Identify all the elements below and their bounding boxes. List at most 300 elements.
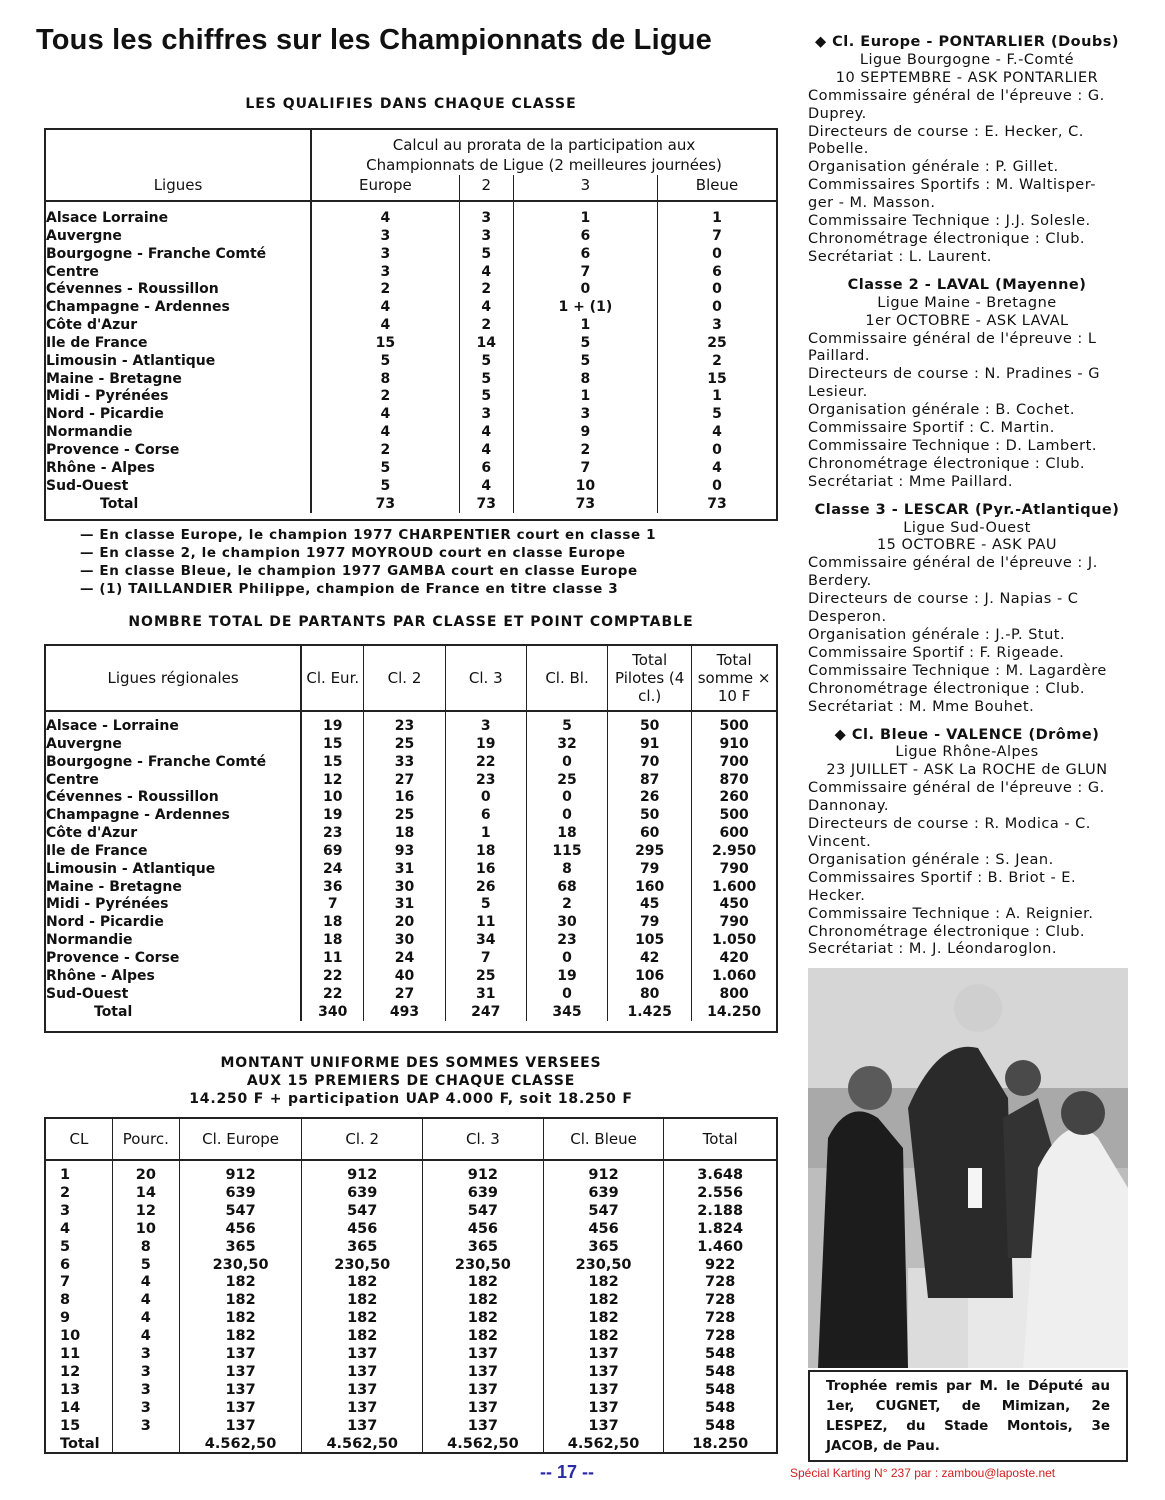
note-line: — En classe 2, le champion 1977 MOYROUD court en classe Europe [80,545,626,561]
cell-value: 0 [712,477,722,494]
event-line: Paillard. [808,348,870,365]
event-line: Commissaire général de l'épreuve : L [808,330,1097,347]
event-line: Commissaire général de l'épreuve : G. [808,87,1105,104]
event-line: Lesieur. [808,384,868,401]
ligue-name: Bourgogne - Franche Comté [46,754,301,772]
table-row [46,1203,776,1221]
cell-value: 137 [179,1382,302,1400]
cell-value: 182 [543,1328,664,1346]
table-row [46,1436,776,1454]
cell-value: 600 [719,825,749,842]
cell-value: 8 [112,1239,179,1257]
event-ligue: Ligue Bourgogne - F.-Comté [859,51,1075,68]
cell-value: 24 [301,861,364,879]
cell-value: 25 [364,807,445,825]
partants-col-header: Total somme × 10 F [692,646,776,711]
event-line: Secrétariat : Mme Paillard. [808,473,1014,490]
table-row [46,1310,776,1328]
ligue-name: Provence - Corse [46,950,301,968]
cell-value: 19 [445,736,526,754]
cell-value: 11 [301,950,364,968]
cell-value: 10 [513,478,657,496]
cell-value: 25 [526,772,607,790]
cell-value: 493 [364,1004,445,1022]
cell-value: 60 [608,825,692,843]
cell-value: Total [46,1436,112,1454]
source-credit: Spécial Karting N° 237 par : zambou@laposte.net [790,1466,1056,1480]
event-line: Duprey. [808,105,867,122]
cell-value: 137 [302,1364,423,1382]
cell-value: 137 [179,1364,302,1382]
partants-col-header: Cl. 2 [364,646,445,711]
cell-value: 23 [445,772,526,790]
cell-value: 19 [301,711,364,736]
cell-value: 3 [459,406,513,424]
cell-value: 8 [513,371,657,389]
cell-value: 3 [112,1346,179,1364]
cell-value: 728 [705,1328,736,1345]
cell-value: 456 [179,1221,302,1239]
table-row [46,1185,776,1203]
cell-value: 0 [526,986,607,1004]
cell-value: 230,50 [302,1257,423,1275]
trophy-photo [808,968,1128,1368]
cell-value: 24 [364,950,445,968]
cell-value: 23 [364,711,445,736]
ligue-name: Sud-Ouest [46,478,311,496]
calc-line-1: Calcul au prorata de la participation aux [392,136,696,154]
cell-value: 728 [705,1292,736,1309]
ligue-name: Sud-Ouest [46,986,301,1004]
cell-value: 912 [302,1160,423,1185]
table-row [46,914,776,932]
cell-value: 6 [513,246,657,264]
cell-value: 12 [112,1203,179,1221]
notes [80,526,780,598]
cell-value: 2.950 [711,842,757,859]
cell-value: 182 [543,1310,664,1328]
cell-value: 3 [112,1382,179,1400]
cell-value: 0 [712,281,722,298]
cell-value: 5 [311,353,459,371]
photo-caption-text: Trophée remis par M. le Député au 1er, CUGNET, de Mimizan, 2e LESPEZ, du Stade Montois, 3e JACOB, de Pau. [808,1370,1128,1462]
ligue-name: Rhône - Alpes [46,968,301,986]
cell-value: 4 [112,1292,179,1310]
event-line: Directeurs de course : J. Napias - C [808,591,1079,608]
cell-value: 2 [46,1185,112,1203]
cell-value: 137 [423,1382,544,1400]
event-line: Organisation générale : P. Gillet. [808,159,1059,176]
cell-value: 137 [543,1364,664,1382]
ligue-name: Normandie [46,424,311,442]
table-row [46,1400,776,1418]
sommes-col-header: Cl. Europe [179,1119,302,1160]
table-row [46,478,776,496]
cell-value: 3 [712,317,722,334]
partants-col-header: Cl. Bl. [526,646,607,711]
table-row [46,1292,776,1310]
cell-value: 3 [112,1418,179,1436]
table-row [46,754,776,772]
cell-value: 365 [179,1239,302,1257]
cell-value: 2 [712,352,722,369]
cell-value: 7 [46,1274,112,1292]
ligue-name: Midi - Pyrénées [46,388,311,406]
sommes-col-header: Pourc. [112,1119,179,1160]
event-heading: Classe 3 - LESCAR (Pyr.-Atlantique) [814,501,1120,518]
partants-col-header: Total Pilotes (4 cl.) [608,646,692,711]
cell-value: 4 [459,299,513,317]
event-heading: Classe 2 - LAVAL (Mayenne) [847,276,1087,293]
cell-value: 70 [608,754,692,772]
cell-value: 4.562,50 [302,1436,423,1454]
event-line: Secrétariat : M. Mme Bouhet. [808,698,1035,715]
cell-value: 7 [513,264,657,282]
cell-value: 182 [423,1328,544,1346]
cell-value: 13 [46,1382,112,1400]
cell-value: 230,50 [423,1257,544,1275]
event-date: 23 JUILLET - ASK La ROCHE de GLUN [826,762,1108,779]
table-row [46,353,776,371]
event-block [806,727,1128,960]
cell-value: 50 [608,807,692,825]
cell-value: 19 [526,968,607,986]
cell-value: 1 + (1) [513,299,657,317]
ligue-name: Rhône - Alpes [46,460,311,478]
cell-value: 2 [311,281,459,299]
cell-value: 182 [179,1328,302,1346]
cell-value: 9 [513,424,657,442]
ligue-name: Total [46,496,311,514]
cell-value: 19 [301,807,364,825]
cell-value: 137 [179,1346,302,1364]
cell-value: 7 [513,460,657,478]
event-line: Desperon. [808,609,887,626]
cell-value: 0 [513,281,657,299]
note-line: — En classe Bleue, le champion 1977 GAMBA court en classe Europe [80,563,638,579]
cell-value: 23 [526,932,607,950]
cell-value: 6 [712,263,722,280]
cell-value: 260 [719,789,749,806]
table-row [46,371,776,389]
cell-value: 20 [364,914,445,932]
cell-value: 2 [526,896,607,914]
sommes-heading-2: AUX 15 PREMIERS DE CHAQUE CLASSE [246,1073,576,1089]
cell-value: 4 [459,424,513,442]
cell-value: 50 [608,711,692,736]
event-line: Chronométrage électronique : Club. [808,923,1086,940]
event-heading: ◆ Cl. Bleue - VALENCE (Drôme) [834,726,1100,743]
ligue-name: Auvergne [46,736,301,754]
cell-value: 27 [364,772,445,790]
cell-value: 31 [445,986,526,1004]
cell-value: 548 [705,1346,736,1363]
cell-value: 16 [445,861,526,879]
cell-value: 1 [513,388,657,406]
cell-value: 18 [364,825,445,843]
cell-value: 4 [311,201,459,228]
cell-value: 87 [608,772,692,790]
cell-value: 79 [608,914,692,932]
cell-value: 115 [526,843,607,861]
cell-value: 365 [423,1239,544,1257]
event-line: Commissaires Sportif : B. Briot - E. [808,869,1077,886]
cell-value: 7 [445,950,526,968]
cell-value: 0 [526,807,607,825]
cell-value: 137 [543,1382,664,1400]
cell-value: 42 [608,950,692,968]
cell-value: 3.648 [697,1167,744,1183]
qualifies-col-header: 3 [513,175,657,201]
table-row [46,388,776,406]
table-row [46,442,776,460]
cell-value: 22 [301,986,364,1004]
note-line: — En classe Europe, le champion 1977 CHARPENTIER court en classe 1 [80,527,657,543]
ligue-name: Ile de France [46,843,301,861]
table-row [46,406,776,424]
cell-value: 6 [513,228,657,246]
cell-value: 1 [513,201,657,228]
cell-value: 3 [513,406,657,424]
cell-value: 0 [526,950,607,968]
cell-value: 1.425 [608,1004,692,1022]
cell-value: 25 [707,334,727,351]
cell-value: 547 [179,1203,302,1221]
event-line: Commissaire Technique : J.J. Solesle. [808,213,1091,230]
table-row [46,968,776,986]
cell-value: 4 [311,424,459,442]
cell-value: 31 [364,896,445,914]
cell-value: 16 [364,789,445,807]
cell-value: 5 [526,711,607,736]
cell-value: 182 [179,1274,302,1292]
cell-value: 912 [423,1160,544,1185]
cell-value: 5 [445,896,526,914]
cell-value: 73 [311,496,459,514]
cell-value: 365 [302,1239,423,1257]
event-line: Chronométrage électronique : Club. [808,455,1086,472]
cell-value: 26 [445,879,526,897]
ligue-name: Normandie [46,932,301,950]
cell-value: 7 [712,227,722,244]
ligue-name: Cévennes - Roussillon [46,789,301,807]
cell-value: 182 [179,1292,302,1310]
cell-value: 14 [46,1400,112,1418]
cell-value: 182 [302,1310,423,1328]
cell-value: 10 [46,1328,112,1346]
cell-value: 4 [112,1310,179,1328]
cell-value: 18 [301,914,364,932]
qualifies-col-header: 2 [459,175,513,201]
cell-value: 639 [543,1185,664,1203]
event-line: Commissaires Sportifs : M. Waltisper- [808,177,1096,194]
cell-value: 69 [301,843,364,861]
cell-value: 8 [526,861,607,879]
cell-value: 137 [302,1400,423,1418]
cell-value: 450 [719,896,749,913]
ligue-name: Centre [46,772,301,790]
cell-value: 18 [301,932,364,950]
cell-value: 18.250 [692,1435,749,1452]
cell-value: 160 [608,879,692,897]
ligue-name: Bourgogne - Franche Comté [46,246,311,264]
table-row [46,932,776,950]
cell-value: 80 [608,986,692,1004]
cell-value: 910 [719,735,749,752]
table-row [46,861,776,879]
table-row [46,424,776,442]
col-ligues: Ligues [153,176,203,194]
calc-line-2: Championnats de Ligue (2 meilleures journées) [366,156,722,174]
cell-value: 25 [445,968,526,986]
cell-value: 5 [712,406,722,423]
cell-value: 639 [179,1185,302,1203]
cell-value: 14.250 [707,1003,762,1020]
table-row [46,1346,776,1364]
ligue-name: Limousin - Atlantique [46,861,301,879]
event-ligue: Ligue Rhône-Alpes [895,744,1039,761]
cell-value: 4.562,50 [543,1436,664,1454]
table-row [46,1328,776,1346]
cell-value: 230,50 [543,1257,664,1275]
event-line: Commissaire général de l'épreuve : J. [808,555,1098,572]
cell-value: 137 [302,1418,423,1436]
cell-value: 4 [459,442,513,460]
cell-value: 456 [423,1221,544,1239]
sommes-heading-3: 14.250 F + participation UAP 4.000 F, soit 18.250 F [189,1091,633,1107]
partants-col-header: Ligues régionales [46,646,301,711]
cell-value: 1.600 [711,878,757,895]
cell-value: 14 [459,335,513,353]
cell-value: 182 [302,1292,423,1310]
cell-value: 6 [445,807,526,825]
page-title: Tous les chiffres sur les Championnats de Ligue [36,24,713,56]
table-row [46,201,776,228]
cell-value: 93 [364,843,445,861]
table-row [46,879,776,897]
cell-value: 9 [46,1310,112,1328]
cell-value: 5 [311,478,459,496]
cell-value: 728 [705,1310,736,1327]
cell-value: 1 [712,210,722,226]
table-row [46,825,776,843]
cell-value: 4.562,50 [179,1436,302,1454]
cell-value: 15 [301,754,364,772]
ligue-name: Maine - Bretagne [46,879,301,897]
cell-value: 73 [459,496,513,514]
cell-value: 1.060 [711,967,757,984]
table-row [46,1221,776,1239]
cell-value: 20 [112,1160,179,1185]
cell-value: 7 [301,896,364,914]
cell-value: 5 [311,460,459,478]
cell-value: 18 [526,825,607,843]
event-line: Secrétariat : L. Laurent. [808,248,992,265]
sommes-col-header: Cl. 2 [302,1119,423,1160]
cell-value: 10 [301,789,364,807]
cell-value: 5 [459,246,513,264]
table-row [46,1418,776,1436]
cell-value: 4 [311,299,459,317]
cell-value: 1 [46,1160,112,1185]
photo-caption [808,1370,1128,1462]
event-line: Commissaire général de l'épreuve : G. [808,780,1105,797]
cell-value: 15 [46,1418,112,1436]
cell-value: 3 [46,1203,112,1221]
cell-value: 6 [46,1257,112,1275]
cell-value: 547 [543,1203,664,1221]
cell-value: 2.556 [697,1184,744,1201]
event-line: Commissaire Sportif : F. Rigeade. [808,644,1065,661]
event-ligue: Ligue Maine - Bretagne [877,294,1057,311]
cell-value: 32 [526,736,607,754]
event-block [806,277,1128,492]
cell-value: 2.188 [697,1202,744,1219]
event-line: ger - M. Masson. [808,195,936,212]
cell-value: 182 [302,1328,423,1346]
table-row [46,1004,776,1022]
table-row [46,335,776,353]
table-row [46,1382,776,1400]
event-line: Commissaire Technique : A. Reignier. [808,905,1094,922]
cell-value: 295 [608,843,692,861]
cell-value: 11 [46,1346,112,1364]
cell-value: 0 [445,789,526,807]
event-date: 10 SEPTEMBRE - ASK PONTARLIER [835,69,1099,86]
cell-value: 1.460 [697,1238,744,1255]
cell-value: 14 [112,1185,179,1203]
cell-value: 1 [445,825,526,843]
qualifies-col-header: Bleue [657,175,776,201]
cell-value: 2 [311,388,459,406]
cell-value: 182 [543,1292,664,1310]
table-row [46,1160,776,1185]
cell-value: 3 [311,246,459,264]
cell-value: 137 [302,1382,423,1400]
cell-value: 548 [705,1417,736,1434]
table-row [46,789,776,807]
cell-value: 30 [526,914,607,932]
cell-value: 27 [364,986,445,1004]
event-line: Hecker. [808,887,866,904]
cell-value: 4 [311,317,459,335]
cell-value: 548 [705,1381,736,1398]
event-line: Commissaire Technique : D. Lambert. [808,437,1097,454]
event-line: Berdery. [808,573,872,590]
ligue-name: Alsace Lorraine [46,201,311,228]
ligue-name: Auvergne [46,228,311,246]
cell-value: 40 [364,968,445,986]
table-row [46,772,776,790]
cell-value: 870 [719,771,749,788]
cell-value: 106 [608,968,692,986]
event-line: Commissaire Technique : M. Lagardère [808,662,1107,679]
cell-value: 5 [459,353,513,371]
cell-value: 5 [459,388,513,406]
partants-col-header: Cl. 3 [445,646,526,711]
cell-value: 4 [459,264,513,282]
table-row [46,317,776,335]
cell-value: 456 [543,1221,664,1239]
cell-value: 15 [707,370,727,387]
cell-value: 790 [719,914,749,931]
cell-value: 1 [712,388,722,405]
event-date: 15 OCTOBRE - ASK PAU [876,537,1058,554]
cell-value: 33 [364,754,445,772]
cell-value: 137 [543,1418,664,1436]
table-row [46,896,776,914]
event-block [806,34,1128,267]
